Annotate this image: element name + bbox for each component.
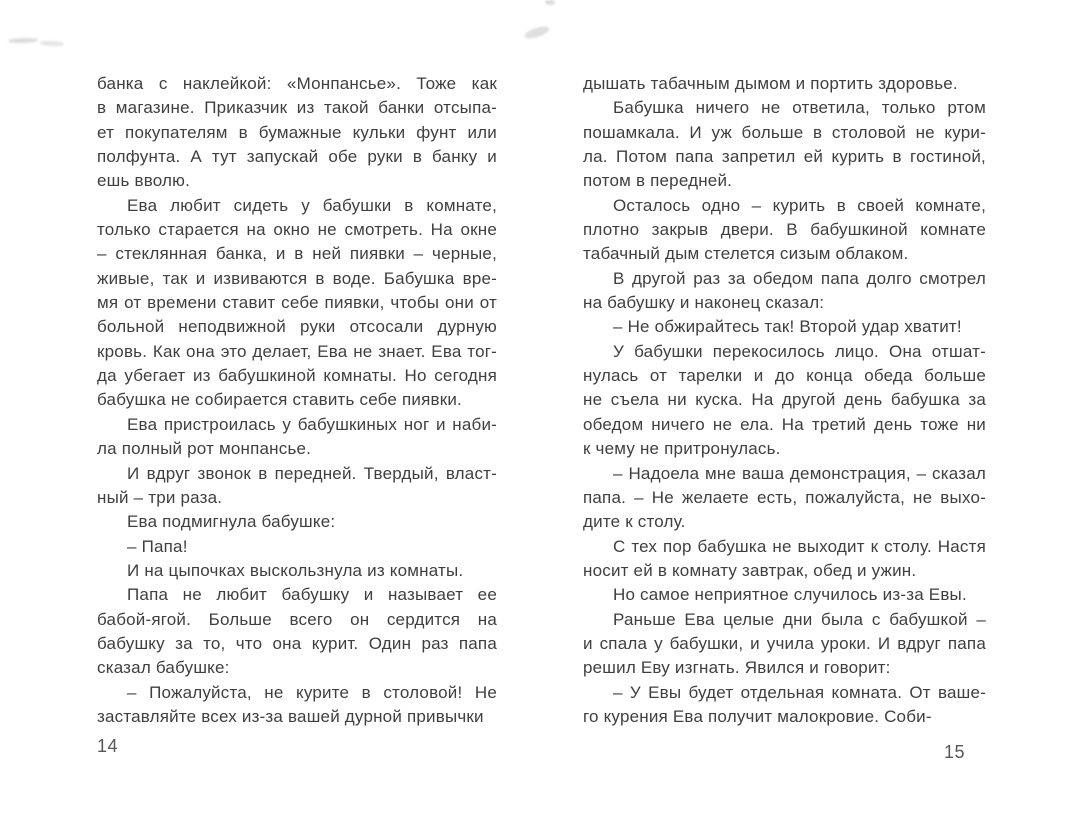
text-line: ла. Потом папа запретил ей курить в гостиной, <box>583 147 986 167</box>
text-line: ный – три раза. <box>97 487 223 507</box>
text-line: обедом ничего не ела. На третий день тоже ни <box>583 414 986 434</box>
text-line: плотно закрыв двери. В бабушкиной комнате <box>583 220 986 240</box>
text-line: Ева подмигнула бабушке: <box>127 512 336 532</box>
text-line: – стеклянная банка, и в ней пиявки – черные, <box>97 244 497 264</box>
text-line: да убегает из бабушкиной комнаты. Но сегодня <box>97 366 497 386</box>
text-line: не съела ни куска. На другой день бабушка за <box>583 390 986 410</box>
text-line: носит ей в комнату завтрак, обед и ужин. <box>583 560 917 580</box>
text-line: Ева любит сидеть у бабушки в комнате, <box>127 195 497 215</box>
text-line: Бабушка ничего не ответила, только ртом <box>613 98 986 118</box>
text-line: Раньше Ева целые дни была с бабушкой – <box>613 609 986 629</box>
text-line: – У Евы будет отдельная комната. От ваше- <box>613 682 986 702</box>
text-line: пошамкала. И уж больше в столовой не кури- <box>583 122 986 142</box>
scan-smudge-top-center-2 <box>545 0 555 5</box>
text-line: больной неподвижной руки отсосали дурную <box>97 317 497 337</box>
text-line: У бабушки перекосилось лицо. Она отшат- <box>613 341 986 361</box>
text-line: С тех пор бабушка не выходит к столу. Настя <box>613 536 986 556</box>
text-line: В другой раз за обедом папа долго смотрел <box>613 268 986 288</box>
text-line: к чему не притронулась. <box>583 439 781 459</box>
text-line: и спала у бабушки, и учила уроки. И вдруг папа <box>583 633 986 653</box>
text-line: потом в передней. <box>583 171 733 191</box>
text-line: Ева пристроилась у бабушкиных ног и наби- <box>127 414 497 434</box>
right-page-text <box>583 72 986 729</box>
text-line: бабушку за то, что она курит. Один раз папа <box>97 633 497 653</box>
text-line: кровь. Как она это делает, Ева не знает. Ева тог- <box>97 341 497 361</box>
text-line: И на цыпочках выскользнула из комнаты. <box>127 560 464 580</box>
text-line: И вдруг звонок в передней. Твердый, власт- <box>127 463 497 483</box>
left-page-number: 14 <box>97 736 119 756</box>
text-line: – Не обжирайтесь так! Второй удар хватит! <box>613 317 962 337</box>
text-line: живые, так и извиваются в воде. Бабушка вре- <box>97 268 497 288</box>
right-page-number: 15 <box>944 742 966 762</box>
text-line: ет покупателям в бумажные кульки фунт или <box>97 122 497 142</box>
text-line: мя от времени ставит себе пиявки, чтобы они от <box>97 293 497 313</box>
text-line: заставляйте всех из-за вашей дурной привычки <box>97 706 484 726</box>
text-line: только старается на окно не смотреть. На окне <box>97 220 497 240</box>
text-line: решил Еву изгнать. Явился и говорит: <box>583 658 891 678</box>
text-line: ешь вволю. <box>97 171 191 191</box>
text-line: дышать табачным дымом и портить здоровье. <box>583 74 958 93</box>
text-line: Но самое неприятное случилось из-за Евы. <box>613 585 967 605</box>
scan-smudge-top-left <box>8 37 38 43</box>
text-line: дите к столу. <box>583 512 686 532</box>
text-line: Папа не любит бабушку и называет ее <box>127 585 497 605</box>
text-line: – Папа! <box>127 536 188 556</box>
text-line: нулась от тарелки и до конца обеда больше <box>583 366 986 386</box>
text-line: полфунта. А тут запускай обе руки в банку и <box>97 147 497 167</box>
left-page-text <box>97 72 497 729</box>
text-line: бабушка не собирается ставить себе пиявки. <box>97 390 462 410</box>
text-line: банка с наклейкой: «Монпансье». Тоже как <box>97 74 497 93</box>
text-line: в магазине. Приказчик из такой банки отсыпа- <box>97 98 497 118</box>
scan-smudge-top-center <box>523 24 551 41</box>
text-line: го курения Ева получит малокровие. Соби- <box>583 706 932 726</box>
text-line: ла полный рот монпансье. <box>97 439 312 459</box>
text-line: Осталось одно – курить в своей комнате, <box>613 195 986 215</box>
text-line: – Надоела мне ваша демонстрация, – сказал <box>613 463 986 483</box>
scan-smudge-top-left-2 <box>40 40 64 46</box>
text-line: табачный дым стелется сизым облаком. <box>583 244 909 264</box>
text-line: сказал бабушке: <box>97 658 230 678</box>
text-line: на бабушку и наконец сказал: <box>583 293 825 313</box>
text-line: папа. – Не желаете есть, пожалуйста, не выхо- <box>583 487 986 507</box>
text-line: бабой-ягой. Больше всего он сердится на <box>97 609 497 629</box>
text-line: – Пожалуйста, не курите в столовой! Не <box>127 682 497 702</box>
